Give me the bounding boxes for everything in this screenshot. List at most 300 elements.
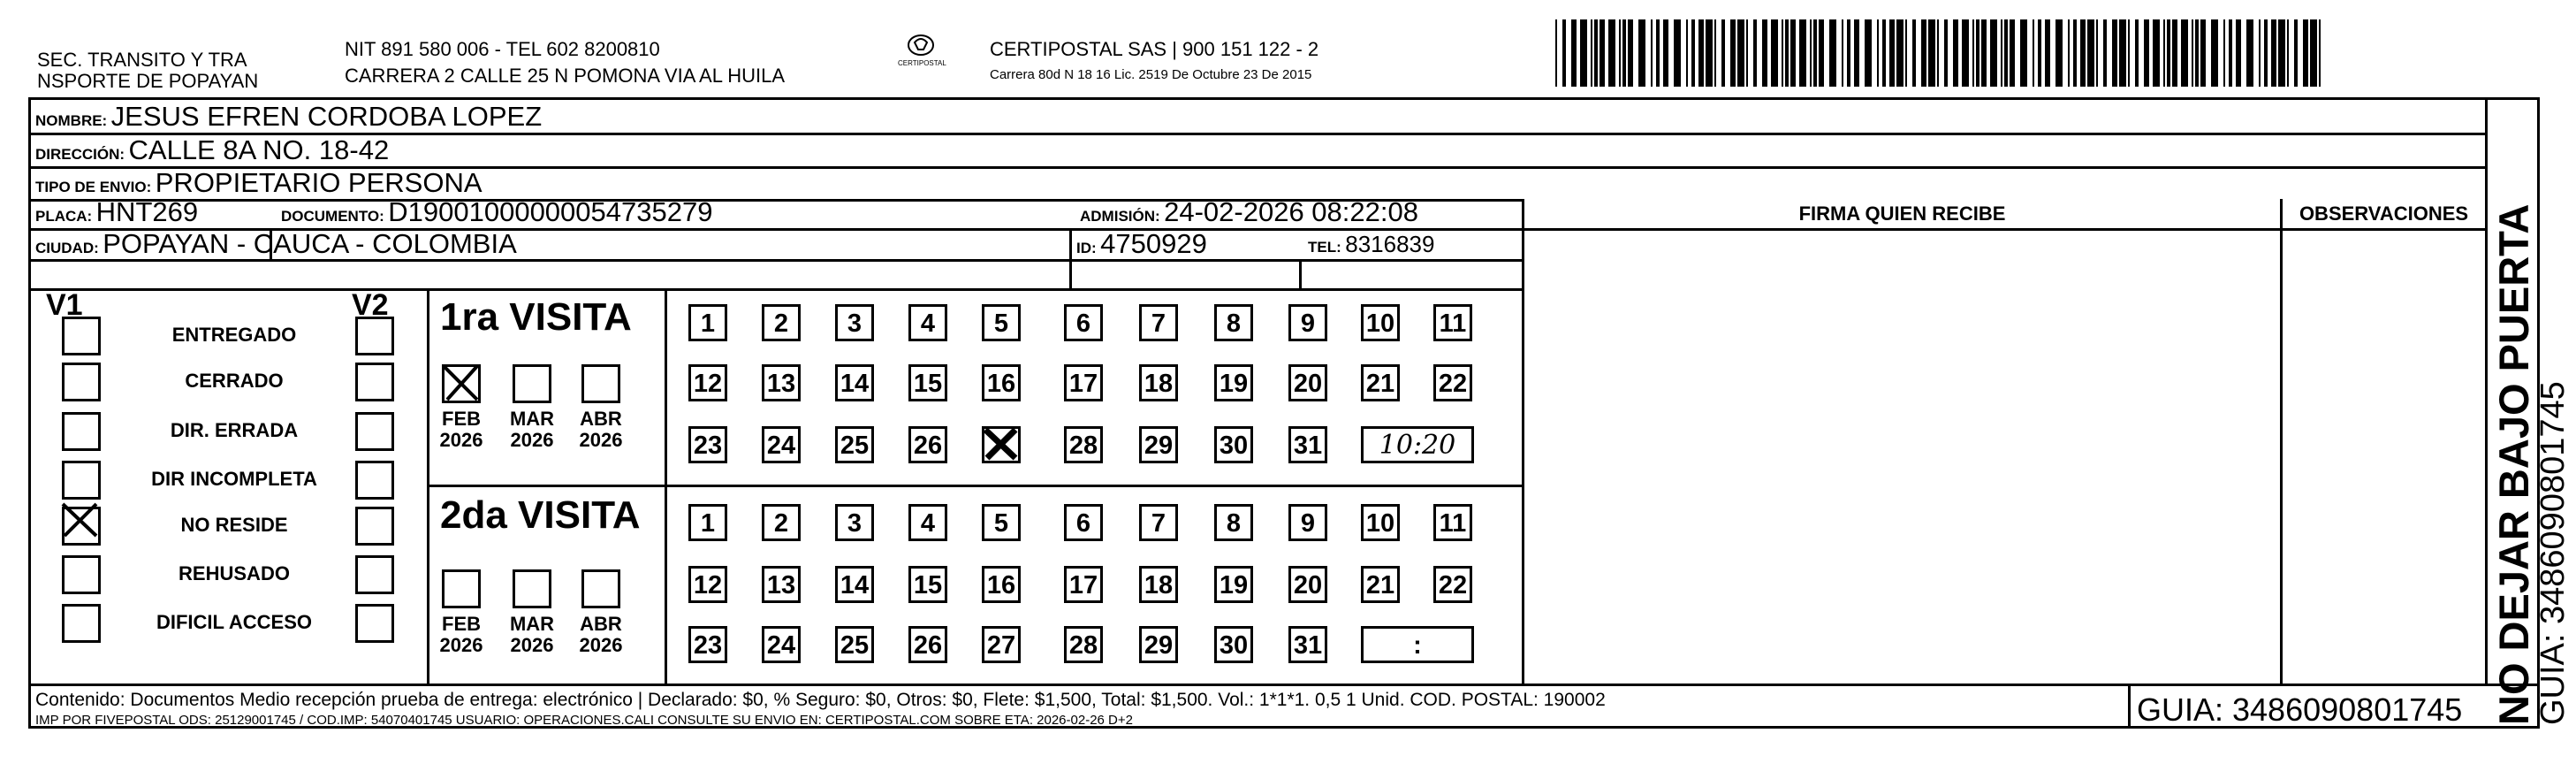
barcode-bar [2200,19,2206,87]
day-checkbox[interactable] [1288,304,1327,341]
day-number: 5 [993,509,1009,538]
day-checkbox[interactable] [1064,504,1103,541]
day-number: 11 [1439,309,1467,338]
day-number: 17 [1068,571,1098,600]
v1-checkbox[interactable] [62,317,101,355]
barcode-bar [2033,19,2034,87]
barcode-bar [1562,19,1566,87]
v2-checkbox[interactable] [355,363,394,401]
barcode-bar [1877,19,1879,87]
v2-checkbox[interactable] [355,461,394,500]
day-checkbox[interactable] [908,426,947,463]
day-number: 29 [1144,631,1174,660]
ciudad-value: POPAYAN - CAUCA - COLOMBIA [103,228,517,259]
barcode-bar [1691,19,1695,87]
v2-checkbox[interactable] [355,317,394,355]
id-row [1076,228,1207,265]
day-checkbox[interactable] [1214,566,1253,603]
barcode-bar [1896,19,1904,87]
day-checkbox[interactable] [908,566,947,603]
barcode-bar [2246,19,2253,87]
day-number: 31 [1293,631,1323,660]
day-checkbox[interactable] [1288,426,1327,463]
firma-label: FIRMA QUIEN RECIBE [1798,202,2006,225]
day-checkbox[interactable] [1214,504,1253,541]
barcode-bar [1638,19,1645,87]
status-label: DIR INCOMPLETA [151,468,317,490]
barcode-bar [2172,19,2177,87]
placa-value: HNT269 [95,196,199,227]
day-number: 28 [1068,631,1098,660]
day-number: 10 [1365,509,1395,538]
barcode-bar [2229,19,2232,87]
barcode-bar [1571,19,1577,87]
barcode-bar [2128,19,2130,87]
day-number: 8 [1226,509,1242,538]
sender-line2: NSPORTE DE POPAYAN [37,70,259,92]
day-number: 19 [1219,370,1249,398]
day-checkbox[interactable] [1433,566,1472,603]
month-label: MAR 2026 [509,613,555,656]
day-checkbox[interactable] [1064,626,1103,663]
day-checkbox[interactable] [1214,304,1253,341]
barcode-bar [2068,19,2070,87]
certipostal-logo [898,32,944,67]
day-number: 17 [1068,370,1098,398]
barcode-bar [2073,19,2077,87]
day-number: 10 [1365,309,1395,338]
day-number: 18 [1144,571,1174,600]
day-checkbox[interactable] [908,504,947,541]
barcode-bar [2144,19,2149,87]
month-label: FEB 2026 [439,408,483,451]
month-label: ABR 2026 [579,613,623,656]
v2-checkbox[interactable] [355,507,394,546]
barcode-bar [1785,19,1789,87]
barcode-bar [1737,19,1744,87]
barcode-bar [1686,19,1688,87]
day-number: 8 [1226,309,1242,338]
barcode-bar [1790,19,1796,87]
day-number: 1 [700,309,716,338]
day-number: 5 [993,309,1009,338]
barcode-bar [1928,19,1935,87]
day-number: 9 [1300,309,1316,338]
barcode-bar [1594,19,1598,87]
tel-row [1308,228,1434,264]
v1-checkbox[interactable] [62,555,101,594]
day-checkbox[interactable] [982,426,1021,463]
day-number: 13 [766,571,796,600]
day-checkbox[interactable] [762,626,801,663]
barcode-bar [1628,19,1633,87]
day-number: 21 [1365,571,1395,600]
day-checkbox[interactable] [1288,626,1327,663]
status-label: REHUSADO [179,562,290,584]
barcode-bar [2096,19,2098,87]
day-number: 14 [840,370,870,398]
barcode-bar [1842,19,1843,87]
day-checkbox[interactable] [1214,426,1253,463]
day-checkbox[interactable] [835,304,874,341]
day-number: 22 [1438,370,1468,398]
day-number: 19 [1219,571,1249,600]
barcode-bar [1829,19,1836,87]
day-checkbox[interactable] [1288,566,1327,603]
day-checkbox[interactable] [835,626,874,663]
check-mark-icon [59,500,100,541]
barcode-bar [2294,19,2298,87]
day-number: 2 [773,309,789,338]
barcode-bar [2264,19,2268,87]
day-number: 31 [1293,432,1323,460]
day-checkbox[interactable] [762,566,801,603]
barcode-bar [2319,19,2321,87]
month-label: FEB 2026 [439,613,483,656]
barcode-bar [2223,19,2225,87]
day-checkbox[interactable] [688,364,727,401]
day-checkbox[interactable] [835,504,874,541]
day-number: 25 [840,432,870,460]
barcode-bar [1854,19,1859,87]
barcode-bar [1847,19,1850,87]
barcode-bar [1865,19,1872,87]
check-mark-icon [442,364,481,403]
day-checkbox[interactable] [688,426,727,463]
barcode-bar [1981,19,1987,87]
barcode-bar [1746,19,1748,87]
barcode-bar [1813,19,1817,87]
v2-checkbox[interactable] [355,604,394,643]
day-number: 24 [766,432,796,460]
barcode-bar [1714,19,1716,87]
ciudad-label: CIUDAD: [35,240,99,256]
barcode-bar [1976,19,1979,87]
barcode-bar [2087,19,2094,87]
nit-line1: NIT 891 580 006 - TEL 602 8200810 [345,38,660,60]
barcode-bar [1912,19,1916,87]
barcode-bar [1810,19,1812,87]
status-label: DIR. ERRADA [170,419,299,441]
barcode-bar [1600,19,1605,87]
barcode-bar [1656,19,1660,87]
divider [28,288,1522,291]
footer-line1: Contenido: Documentos Medio recepción prueba de entrega: electrónico | Declarado: $0, % Seguro: $0, Otros: $0, Flete: $1,500, Total: $1,500. Vol.: 1*1*1. 0,5 1 Unid. COD. POSTAL: 190002 [35,690,1606,710]
day-number: 23 [693,432,723,460]
ciudad-row [35,228,517,265]
day-checkbox[interactable] [1139,304,1178,341]
visit2-title: 2da VISITA [440,493,641,537]
check-mark-icon [982,426,1021,463]
barcode [1555,19,2324,87]
day-number: 25 [840,631,870,660]
day-number: 7 [1151,509,1166,538]
sender-nit [345,39,785,87]
courier-info [990,39,1318,82]
day-number: 18 [1144,370,1174,398]
day-checkbox[interactable] [762,504,801,541]
day-checkbox[interactable] [688,566,727,603]
no-dejar-text: NO DEJAR BAJO PUERTA [2490,203,2537,725]
day-number: 4 [920,509,936,538]
day-checkbox[interactable] [688,504,727,541]
barcode-bar [2020,19,2027,87]
divider [427,288,429,684]
barcode-bar [2271,19,2276,87]
side-warning [2492,88,2538,725]
day-checkbox[interactable] [908,626,947,663]
day-number: 6 [1075,309,1091,338]
id-label: ID: [1076,240,1097,256]
direccion-label: DIRECCIÓN: [35,146,125,163]
day-checkbox[interactable] [1214,626,1253,663]
barcode-bar [1819,19,1824,87]
day-number: 12 [693,370,723,398]
month-checkbox[interactable] [442,364,481,403]
divider [427,485,1522,487]
v2-label: V2 [352,288,389,322]
documento-label: DOCUMENTO: [281,208,384,225]
barcode-bar [2119,19,2126,87]
day-checkbox[interactable] [762,364,801,401]
day-number: 16 [986,370,1016,398]
documento-value: D19001000000054735279 [388,196,713,227]
day-checkbox[interactable] [982,364,1021,401]
logo-text: CERTIPOSTAL [898,59,946,67]
barcode-bar [1782,19,1783,87]
day-checkbox[interactable] [1139,566,1178,603]
barcode-bar [2195,19,2199,87]
barcode-bar [1882,19,1886,87]
day-checkbox[interactable] [1361,566,1400,603]
v1-checkbox[interactable] [62,363,101,401]
barcode-bar [2287,19,2289,87]
day-checkbox[interactable] [908,364,947,401]
barcode-bar [2038,19,2041,87]
day-number: 15 [913,370,943,398]
status-label: NO RESIDE [180,514,288,536]
day-checkbox[interactable] [908,304,947,341]
day-checkbox[interactable] [1361,504,1400,541]
admision-label: ADMISIÓN: [1080,208,1160,225]
barcode-bar [1944,19,1948,87]
day-checkbox[interactable] [982,504,1021,541]
day-number: 9 [1300,509,1316,538]
barcode-bar [2045,19,2050,87]
barcode-bar [2181,19,2188,87]
day-checkbox[interactable] [1064,426,1103,463]
footer-guia: GUIA: 3486090801745 [2137,691,2463,728]
day-checkbox[interactable] [762,426,801,463]
v2-checkbox[interactable] [355,412,394,451]
divider [1299,259,1302,288]
day-checkbox[interactable] [1214,364,1253,401]
divider [2128,684,2131,729]
day-number: 12 [693,571,723,600]
day-number: 22 [1438,571,1468,600]
month-checkbox[interactable] [513,569,551,608]
day-number: 24 [766,631,796,660]
day-number: 1 [700,509,716,538]
barcode-bar [1799,19,1806,87]
status-label: ENTREGADO [171,324,297,346]
day-checkbox[interactable] [1361,304,1400,341]
day-checkbox[interactable] [688,626,727,663]
barcode-bar [1921,19,1926,87]
day-number: 13 [766,370,796,398]
day-number: 30 [1219,631,1249,660]
barcode-bar [2055,19,2063,87]
barcode-bar [2167,19,2170,87]
barcode-bar [2278,19,2285,87]
barcode-bar [1622,19,1626,87]
day-checkbox[interactable] [1064,364,1103,401]
day-checkbox[interactable] [1064,304,1103,341]
day-number: 26 [913,432,943,460]
barcode-bar [1591,19,1592,87]
month-label: ABR 2026 [579,408,623,451]
barcode-bar [1962,19,1969,87]
month-label: MAR 2026 [509,408,555,451]
barcode-bar [1889,19,1895,87]
barcode-bar [1972,19,1974,87]
divider [2485,97,2488,684]
v1-checkbox[interactable] [62,507,101,546]
barcode-bar [1953,19,1958,87]
day-number: 30 [1219,432,1249,460]
barcode-bar [2010,19,2015,87]
barcode-bar [2004,19,2008,87]
nombre-value: JESUS EFREN CORDOBA LOPEZ [110,101,543,132]
day-checkbox[interactable] [1139,364,1178,401]
month-checkbox[interactable] [442,569,481,608]
v1-label: V1 [46,288,83,322]
side-guia [2533,88,2572,725]
time-placeholder: : [1413,631,1422,660]
status-label: DIFICIL ACCESO [156,611,312,633]
nit-line2: CARRERA 2 CALLE 25 N POMONA VIA AL HUILA [345,65,786,87]
id-value: 4750929 [1100,228,1207,259]
barcode-bar [1721,19,1725,87]
day-number: 28 [1068,432,1098,460]
barcode-bar [1619,19,1621,87]
barcode-bar [1580,19,1587,87]
day-checkbox[interactable] [835,426,874,463]
day-number: 23 [693,631,723,660]
v1-checkbox[interactable] [62,461,101,500]
side-guia-text: GUIA: 3486090801745 [2534,381,2572,725]
barcode-bar [2001,19,2002,87]
tel-value: 8316839 [1345,231,1435,257]
barcode-bar [2112,19,2117,87]
day-checkbox[interactable] [1064,566,1103,603]
nombre-label: NOMBRE: [35,112,108,129]
month-checkbox[interactable] [581,569,620,608]
barcode-bar [1990,19,1997,87]
day-checkbox[interactable] [1139,504,1178,541]
day-number: 20 [1293,571,1323,600]
day-checkbox[interactable] [835,566,874,603]
tipo-envio-label: TIPO DE ENVIO: [35,179,152,195]
day-checkbox[interactable] [1288,504,1327,541]
month-checkbox[interactable] [581,364,620,403]
barcode-bar [1730,19,1736,87]
day-number: 2 [773,509,789,538]
divider [1522,199,1524,684]
day-number: 27 [986,631,1016,660]
divider [665,288,667,684]
divider [2280,199,2283,684]
tel-label: TEL: [1308,239,1341,256]
barcode-bar [1905,19,1907,87]
day-number: 20 [1293,370,1323,398]
barcode-bar [2153,19,2160,87]
day-checkbox[interactable] [1433,504,1472,541]
nombre-row [35,101,542,138]
barcode-bar [2135,19,2139,87]
direccion-row [35,134,389,172]
day-number: 3 [847,509,862,538]
barcode-bar [1608,19,1615,87]
day-checkbox[interactable] [1139,626,1178,663]
day-checkbox[interactable] [982,304,1021,341]
day-checkbox[interactable] [982,566,1021,603]
time-handwritten: 10:20 [1379,430,1456,461]
barcode-bar [1663,19,1668,87]
logo-mark-icon [906,32,936,58]
footer-line2: IMP POR FIVEPOSTAL ODS: 25129001745 / COD.IMP: 54070401745 USUARIO: OPERACIONES.CALI CONSULTE SU ENVIO EN: CERTIPOSTAL.COM SOBRE ETA: 2026-02-26 D+2 [35,713,1133,728]
barcode-bar [1937,19,1939,87]
day-number: 3 [847,309,862,338]
barcode-bar [2236,19,2241,87]
courier-line1: CERTIPOSTAL SAS | 900 151 122 - 2 [990,38,1319,60]
time-field[interactable] [1361,626,1474,663]
v1-checkbox[interactable] [62,604,101,643]
day-number: 16 [986,571,1016,600]
v1-checkbox[interactable] [62,412,101,451]
day-number: 26 [913,631,943,660]
admision-value: 24-02-2026 08:22:08 [1164,196,1418,227]
observaciones-label: OBSERVACIONES [2299,202,2469,225]
time-field[interactable] [1361,426,1474,463]
day-checkbox[interactable] [835,364,874,401]
day-checkbox[interactable] [762,304,801,341]
day-checkbox[interactable] [1433,304,1472,341]
visit1-title: 1ra VISITA [440,295,632,339]
barcode-bar [1651,19,1653,87]
day-number: 4 [920,309,936,338]
barcode-graphic [1555,19,2324,87]
divider [1069,228,1072,288]
barcode-bar [2192,19,2193,87]
day-number: 21 [1365,370,1395,398]
barcode-bar [1762,19,1767,87]
month-checkbox[interactable] [513,364,551,403]
day-checkbox[interactable] [1433,364,1472,401]
day-checkbox[interactable] [688,304,727,341]
day-checkbox[interactable] [1361,364,1400,401]
day-number: 7 [1151,309,1166,338]
divider [28,684,2540,686]
day-checkbox[interactable] [1139,426,1178,463]
day-checkbox[interactable] [982,626,1021,663]
sender-name [37,50,258,92]
barcode-bar [1555,19,1557,87]
day-number: 11 [1439,509,1467,538]
status-label: CERRADO [185,370,284,392]
day-checkbox[interactable] [1288,364,1327,401]
v2-checkbox[interactable] [355,555,394,594]
